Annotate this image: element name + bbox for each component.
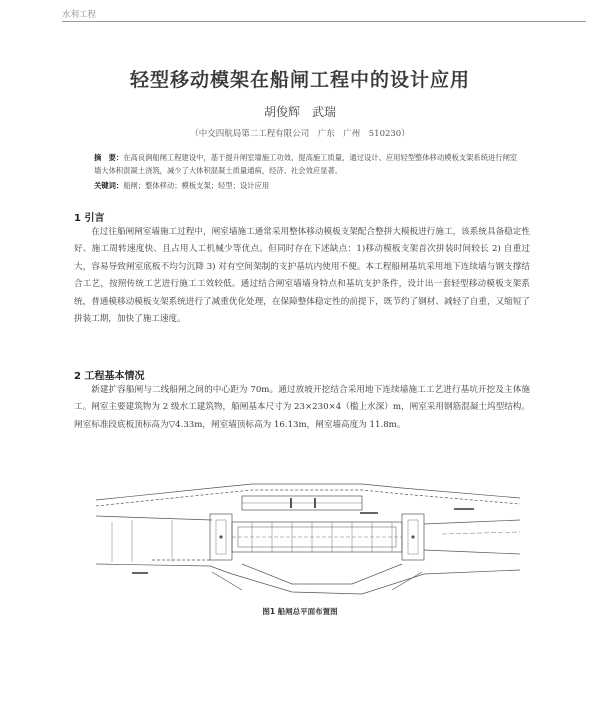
running-head: 水利工程	[62, 10, 97, 20]
ship-lock-plan-drawing	[92, 476, 524, 598]
keywords	[94, 181, 524, 191]
abstract-label: 摘 要：	[94, 153, 124, 162]
section-paragraph-introduction: 在过往船闸闸室墙施工过程中，闸室墙施工通常采用整体移动模板支架配合整拼大模板进行施工，该系统具备稳定性好、施工周转速度快、且占用人工机械少等优点。但同时存在下述缺点：1)移动模板支架首次拼装时间较长 2) 自重过大，容易导致闸室底板不均匀沉降 3) 对有空间架制的支护基坑内使用不便。本工程船闸基坑采用地下连续墙与钢支撑结合工艺，按照传统工艺进行施工工效较低。通过结合闸室墙墙身特点和基坑支护条件，设计出一套轻型移动模板支架系统，普通模移动模板支架系统进行了减重优化处理，在保障整体稳定性的前提下，既节约了钢材、减轻了自重，又缩短了拼装工期，加快了施工速度。	[74, 227, 530, 325]
keywords-label: 关键词：	[94, 181, 124, 190]
section-heading-introduction: 1 引言	[74, 213, 105, 224]
abstract	[94, 151, 524, 177]
section-paragraph-project-overview: 新建扩容船闸与二线船闸之间的中心距为 70m。通过放坡开挖结合采用地下连续墙施工工艺进行基坑开挖及主体施工。闸室主要建筑物为 2 级水工建筑物，船闸基本尺寸为 23×230×4（槛上水深）m，闸室采用钢筋混凝土坞型结构。闸室标准段底板顶标高为▽4.33m，闸室墙顶标高为 16.13m，闸室墙高度为 11.8m。	[74, 385, 530, 430]
abstract-text: 在高良涧船闸工程建设中，基于提升闸室墙施工功效、提高施工质量，通过设计、应用轻型整体移动模板支架系统进行闸室墙大体积混凝土浇筑，减少了大体积混凝土质量通病，经济、社会效应显著。	[94, 153, 518, 175]
keywords-text: 船闸；整体移动；模板支架；轻型；设计应用	[123, 181, 270, 190]
paper-affiliation: （中交四航局第二工程有限公司 广东 广州 510230）	[190, 129, 410, 139]
header-rule	[62, 21, 586, 22]
section-heading-project-overview: 2 工程基本情况	[74, 371, 145, 382]
paper-authors: 胡俊辉 武瑞	[263, 105, 336, 119]
paper-title: 轻型移动模架在船闸工程中的设计应用	[129, 69, 470, 91]
figure-caption: 图1 船闸总平面布置图	[262, 607, 338, 616]
